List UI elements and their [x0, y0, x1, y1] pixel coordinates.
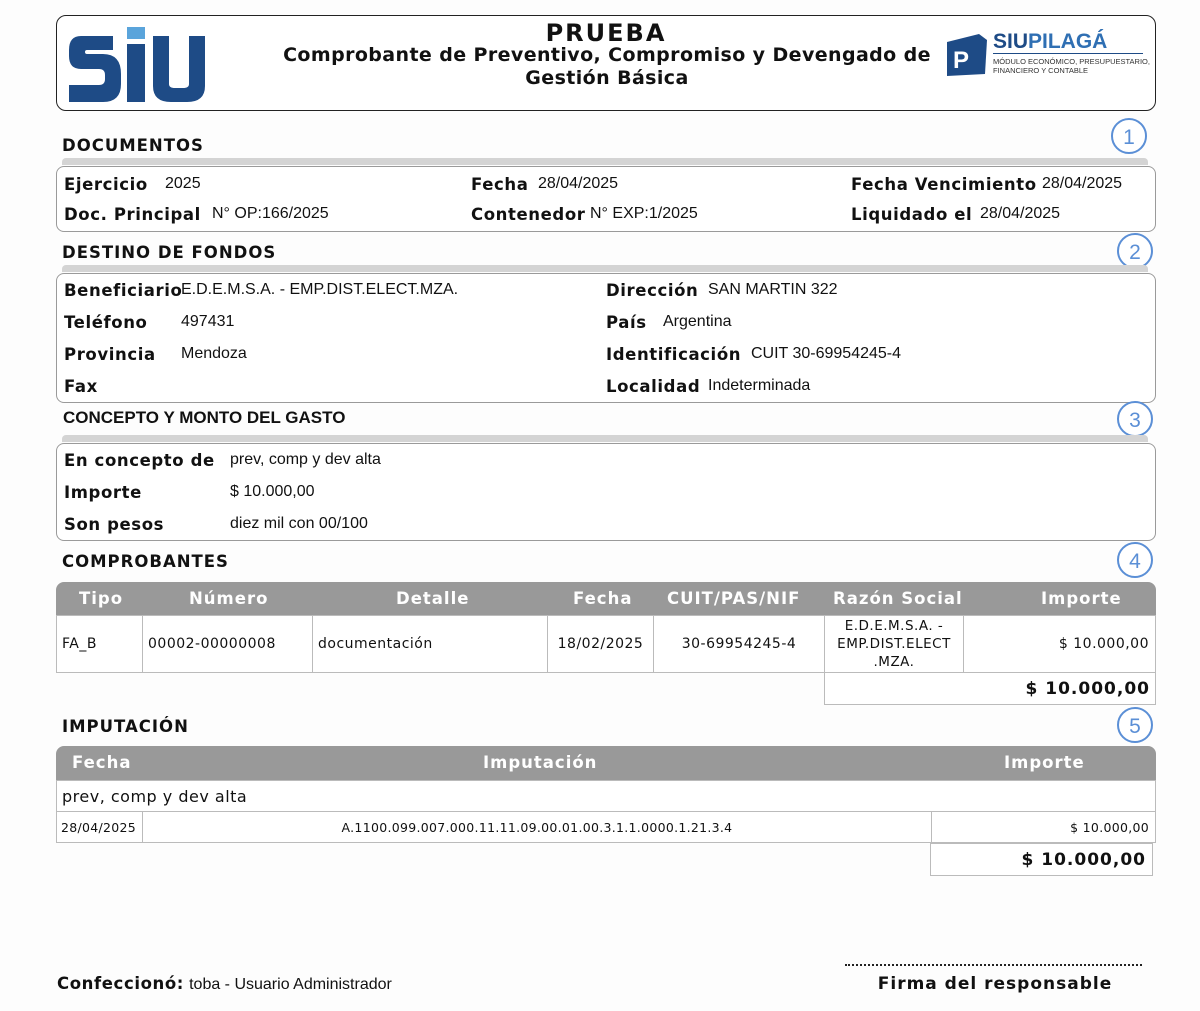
- cell-imputacion: A.1100.099.007.000.11.11.09.00.01.00.3.1.1.0000.1.21.3.4: [142, 811, 932, 843]
- document-title: PRUEBA: [545, 19, 667, 47]
- importe-label: Importe: [64, 483, 142, 502]
- section-title-concepto: CONCEPTO Y MONTO DEL GASTO: [63, 408, 346, 427]
- pilaga-logo: P SIUPILAGÁ MÓDULO ECONÓMICO, PRESUPUESTARIO, FINANCIERO Y CONTABLE: [945, 28, 1145, 88]
- pilaga-p-icon: [945, 34, 987, 76]
- section-title-comprobantes: COMPROBANTES: [62, 552, 229, 571]
- pilaga-brand: SIUPILAGÁ: [993, 30, 1108, 53]
- firma-responsable: Firma del responsable: [877, 974, 1113, 994]
- imputacion-table-header: [56, 746, 1156, 780]
- comprobantes-table-header: [56, 582, 1156, 615]
- confecciono: [57, 974, 392, 994]
- cell-detalle: documentación: [312, 615, 548, 673]
- col-header-numero: Número: [189, 589, 269, 608]
- contenedor-label: Contenedor: [471, 205, 586, 224]
- pais-value: Argentina: [663, 313, 732, 330]
- direccion-value: SAN MARTIN 322: [708, 281, 838, 298]
- col-header-imputacion: Imputación: [483, 753, 598, 772]
- fecha-label: Fecha: [471, 175, 529, 194]
- section-number-4: 4: [1117, 542, 1153, 578]
- liquidado-value: 28/04/2025: [980, 205, 1061, 222]
- col-header-importe: Importe: [1041, 589, 1122, 608]
- col-header-importe: Importe: [1004, 753, 1085, 772]
- svg-text:P: P: [953, 47, 970, 74]
- destino-box: [56, 273, 1156, 403]
- documentos-box: [56, 166, 1156, 232]
- beneficiario-label: Beneficiario: [64, 281, 183, 300]
- provincia-value: Mendoza: [181, 345, 247, 362]
- cell-razon-social: E.D.E.M.S.A. - EMP.DIST.ELECT .MZA.: [824, 615, 964, 673]
- liquidado-label: Liquidado el: [851, 205, 973, 224]
- ejercicio-value: 2025: [165, 175, 201, 192]
- confecciono-label: Confeccionó:: [57, 974, 184, 993]
- section-title-destino: DESTINO DE FONDOS: [62, 243, 277, 262]
- localidad-label: Localidad: [606, 377, 701, 396]
- contenedor-value: N° EXP:1/2025: [590, 205, 698, 222]
- direccion-label: Dirección: [606, 281, 699, 300]
- col-header-razon-social: Razón Social: [833, 589, 963, 608]
- col-header-fecha: Fecha: [573, 589, 633, 608]
- col-header-tipo: Tipo: [79, 589, 124, 608]
- doc-principal-label: Doc. Principal: [64, 205, 201, 224]
- vencimiento-value: 28/04/2025: [1042, 175, 1123, 192]
- signature-line: [845, 964, 1142, 966]
- cell-importe: $ 10.000,00: [963, 615, 1156, 673]
- beneficiario-value: E.D.E.M.S.A. - EMP.DIST.ELECT.MZA.: [181, 281, 459, 298]
- vencimiento-label: Fecha Vencimiento: [851, 175, 1037, 194]
- comprobantes-total: $ 10.000,00: [824, 672, 1156, 705]
- cell-tipo: FA_B: [56, 615, 143, 673]
- section-number-5: 5: [1117, 707, 1153, 743]
- importe-value: $ 10.000,00: [230, 483, 315, 500]
- cell-fecha: 28/04/2025: [56, 811, 143, 843]
- localidad-value: Indeterminada: [708, 377, 811, 394]
- identificacion-value: CUIT 30-69954245-4: [751, 345, 902, 362]
- col-header-cuit: CUIT/PAS/NIF: [667, 589, 801, 608]
- doc-principal-value: N° OP:166/2025: [212, 205, 329, 222]
- concepto-value: prev, comp y dev alta: [230, 451, 381, 468]
- fax-label: Fax: [64, 377, 98, 396]
- imputacion-total: $ 10.000,00: [930, 843, 1153, 876]
- identificacion-label: Identificación: [606, 345, 742, 364]
- pais-label: País: [606, 313, 647, 332]
- ejercicio-label: Ejercicio: [64, 175, 148, 194]
- col-header-detalle: Detalle: [396, 589, 470, 608]
- col-header-fecha: Fecha: [72, 753, 132, 772]
- fecha-value: 28/04/2025: [538, 175, 619, 192]
- telefono-label: Teléfono: [64, 313, 148, 332]
- section-divider: [62, 265, 1148, 272]
- cell-cuit: 30-69954245-4: [653, 615, 825, 673]
- son-pesos-value: diez mil con 00/100: [230, 515, 368, 532]
- son-pesos-label: Son pesos: [64, 515, 165, 534]
- section-number-1: 1: [1111, 118, 1147, 154]
- document-header: [56, 15, 1156, 111]
- document-subtitle: Comprobante de Preventivo, Compromiso y Devengado de Gestión Básica: [283, 44, 931, 89]
- cell-importe: $ 10.000,00: [931, 811, 1156, 843]
- telefono-value: 497431: [181, 313, 235, 330]
- cell-numero: 00002-00000008: [142, 615, 313, 673]
- section-divider: [62, 435, 1148, 442]
- section-title-imputacion: IMPUTACIÓN: [62, 717, 189, 736]
- imputacion-description: prev, comp y dev alta: [56, 780, 1156, 812]
- section-number-3: 3: [1117, 401, 1153, 437]
- confecciono-value: toba - Usuario Administrador: [189, 976, 392, 993]
- provincia-label: Provincia: [64, 345, 156, 364]
- concepto-label: En concepto de: [64, 451, 215, 470]
- section-number-2: 2: [1117, 233, 1153, 269]
- cell-fecha: 18/02/2025: [547, 615, 654, 673]
- section-divider: [62, 158, 1148, 165]
- concepto-box: [56, 443, 1156, 541]
- section-title-documentos: DOCUMENTOS: [62, 136, 204, 155]
